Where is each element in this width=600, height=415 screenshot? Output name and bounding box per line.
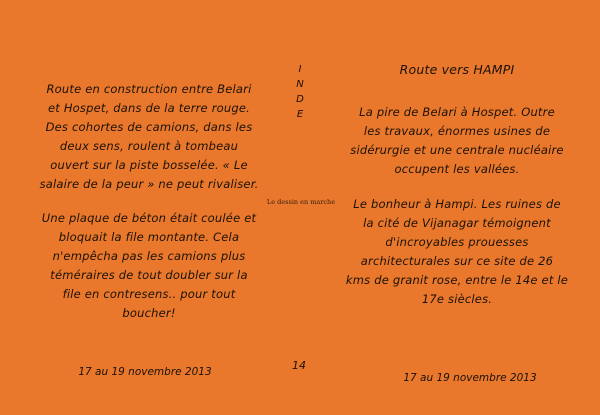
text-line: deux sens, roulent à tombeau (59, 139, 239, 153)
text-line: n'empêcha pas les camions plus (52, 249, 246, 263)
text-line: et Hospet, dans de la terre rouge. (48, 101, 250, 115)
text-line: 17e siècles. (421, 292, 493, 306)
text-line: boucher! (122, 306, 176, 320)
right-paragraph-1 (338, 103, 576, 179)
vertical-letter: E (296, 109, 304, 120)
text-line: occupent les vallées. (394, 162, 520, 176)
right-paragraph-2 (338, 195, 576, 309)
text-line: file en contresens.. pour tout (62, 287, 236, 301)
text-line: bloquait la file montante. Cela (58, 230, 240, 244)
text-line: Des cohortes de camions, dans les (45, 120, 253, 134)
text-line: salaire de la peur » ne peut rivaliser. (39, 177, 259, 191)
text-line: kms de granit rose, entre le 14e et le (345, 273, 569, 287)
left-page-text (30, 80, 268, 323)
text-line: la cité de Vijanagar témoignent (363, 216, 551, 230)
text-line: ouvert sur la piste bosselée. « Le (50, 158, 248, 172)
right-page-text (338, 60, 576, 309)
text-line: Route en construction entre Belari (46, 82, 252, 96)
text-line: Une plaque de béton était coulée et (41, 211, 257, 225)
text-line: d'incroyables prouesses (385, 235, 529, 249)
vertical-letter: I (298, 64, 302, 75)
left-date: 17 au 19 novembre 2013 (78, 366, 212, 378)
vertical-letter: N (296, 79, 304, 90)
text-line: sidérurgie et une centrale nucléaire (350, 143, 564, 157)
left-paragraph-1 (30, 80, 268, 194)
vertical-letter: D (296, 94, 304, 105)
text-line: téméraires de tout doubler sur la (50, 268, 248, 282)
text-line: Le bonheur à Hampi. Les ruines de (353, 197, 561, 211)
page-number: 14 (292, 359, 306, 372)
left-paragraph-2 (30, 209, 268, 323)
right-page-title: Route vers HAMPI (399, 62, 515, 77)
text-line: La pire de Belari à Hospet. Outre (359, 105, 555, 119)
gutter-caption: Le dessin en marche (266, 198, 336, 206)
right-date: 17 au 19 novembre 2013 (403, 372, 537, 384)
text-line: architecturales sur ce site de 26 (360, 254, 554, 268)
text-line: les travaux, énormes usines de (363, 124, 551, 138)
vertical-title (293, 62, 307, 122)
